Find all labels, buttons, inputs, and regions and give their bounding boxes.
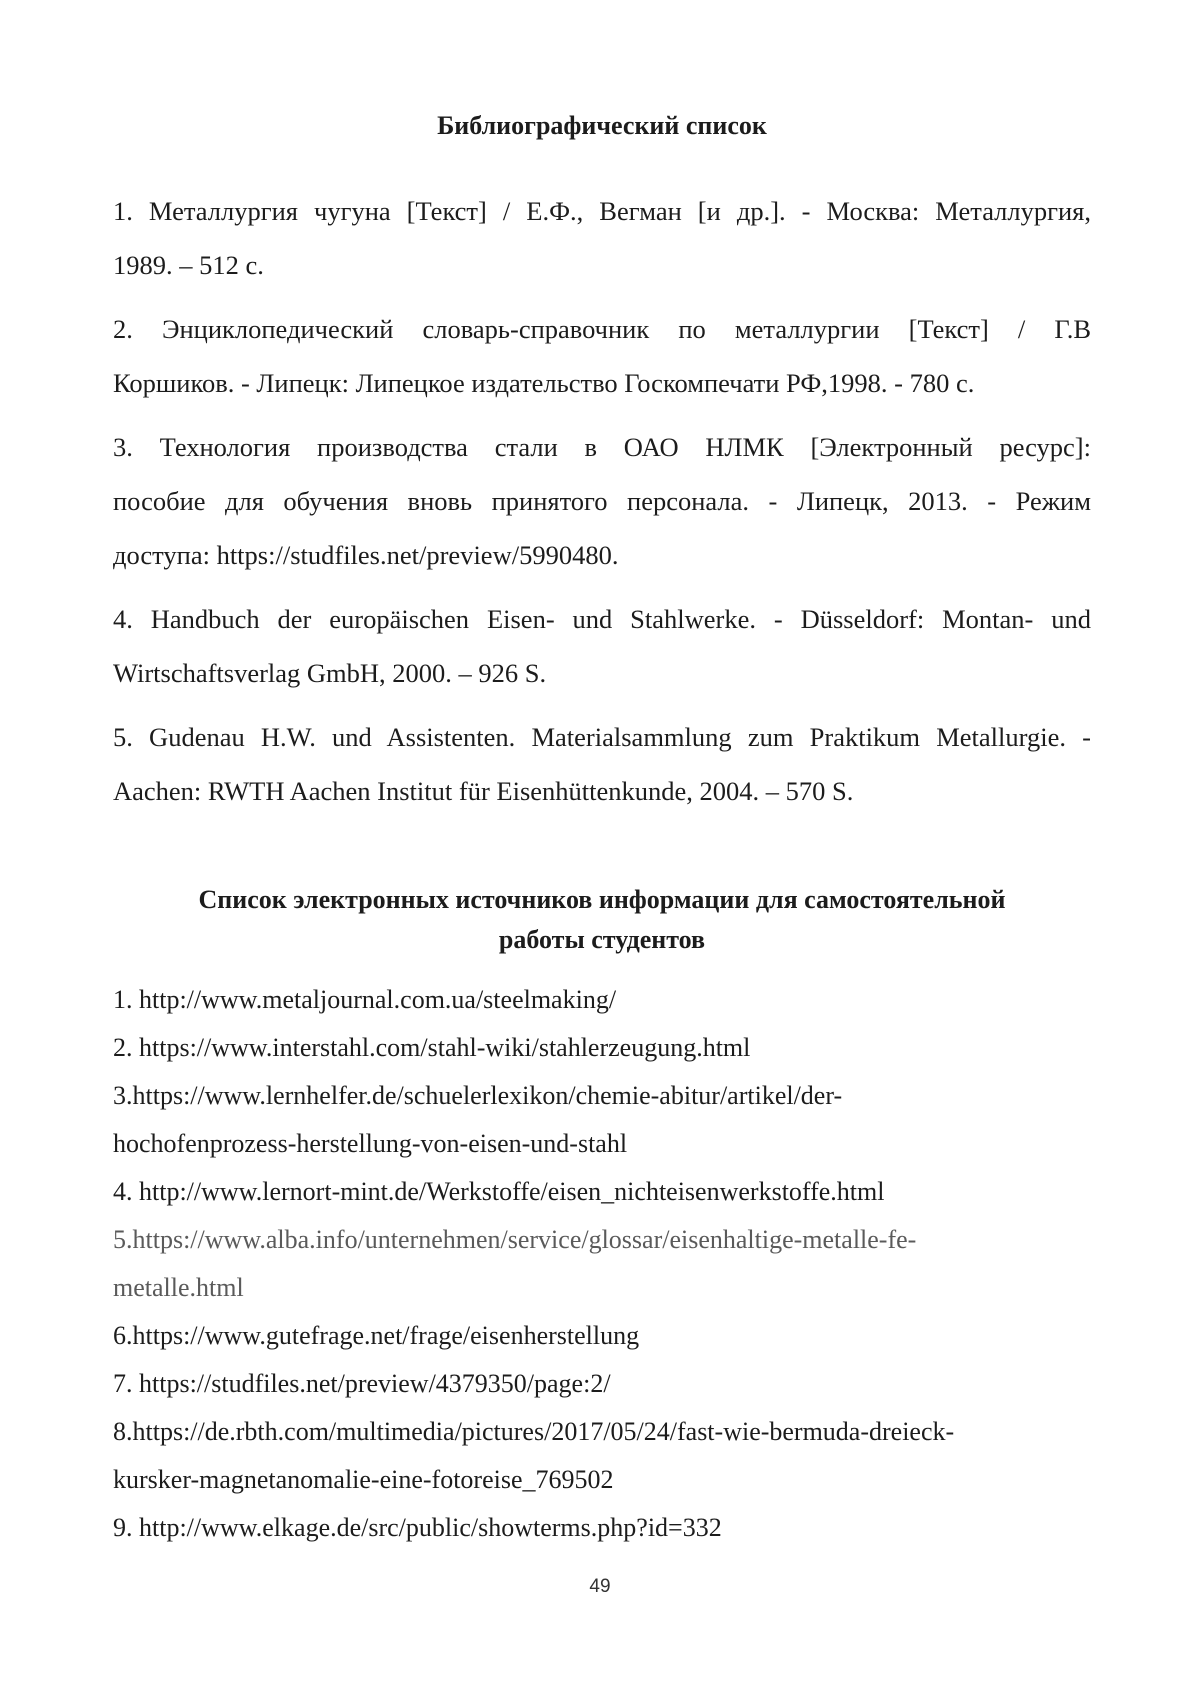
bibliography-line: 1989. – 512 с. — [113, 250, 264, 280]
bibliography-line: Коршиков. - Липецк: Липецкое издательство Госкомпечати РФ,1998. - 780 с. — [113, 368, 975, 398]
bibliography-line: доступа: https://studfiles.net/preview/5990480. — [113, 540, 619, 570]
bibliography-line: 2. Энциклопедический словарь-справочник по металлургии [Текст] / Г.В — [113, 314, 1091, 344]
bibliography-item — [113, 710, 1091, 818]
source-line: 7. https://studfiles.net/preview/4379350/page:2/ — [113, 1369, 611, 1398]
source-line: 5.https://www.alba.info/unternehmen/service/glossar/eisenhaltige-metalle-fe- — [113, 1225, 917, 1254]
page-content — [113, 96, 1091, 1552]
page-number: 49 — [589, 1576, 611, 1597]
bibliography-line: 4. Handbuch der europäischen Eisen- und Stahlwerke. - Düsseldorf: Montan- und — [113, 604, 1091, 634]
source-line: kursker-magnetanomalie-eine-fotoreise_769502 — [113, 1465, 614, 1494]
bibliography-line: пособие для обучения вновь принятого персонала. - Липецк, 2013. - Режим — [113, 486, 1091, 516]
source-line: metalle.html — [113, 1273, 244, 1302]
source-line: 6.https://www.gutefrage.net/frage/eisenherstellung — [113, 1321, 640, 1350]
source-line: 1. http://www.metaljournal.com.ua/steelmaking/ — [113, 985, 617, 1014]
bibliography-line: 5. Gudenau H.W. und Assistenten. Materialsammlung zum Praktikum Metallurgie. - — [113, 722, 1091, 752]
source-line: hochofenprozess-herstellung-von-eisen-und-stahl — [113, 1129, 628, 1158]
bibliography-item — [113, 420, 1091, 582]
sources-title — [113, 880, 1091, 960]
source-line: 2. https://www.interstahl.com/stahl-wiki/stahlerzeugung.html — [113, 1033, 751, 1062]
source-line: 8.https://de.rbth.com/multimedia/pictures/2017/05/24/fast-wie-bermuda-dreieck- — [113, 1417, 955, 1446]
source-line: 4. http://www.lernort-mint.de/Werkstoffe/eisen_nichteisenwerkstoffe.html — [113, 1177, 885, 1206]
bibliography-title: Библиографический список — [437, 111, 767, 140]
bibliography-item — [113, 184, 1091, 292]
bibliography-line: 3. Технология производства стали в ОАО НЛМК [Электронный ресурс]: — [113, 432, 1091, 462]
bibliography-list — [113, 184, 1091, 818]
sources-title-line: Список электронных источников информации для самостоятельной — [198, 885, 1006, 914]
bibliography-line: 1. Металлургия чугуна [Текст] / Е.Ф., Вегман [и др.]. - Москва: Металлургия, — [113, 196, 1091, 226]
bibliography-item — [113, 302, 1091, 410]
bibliography-line: Aachen: RWTH Aachen Institut für Eisenhüttenkunde, 2004. – 570 S. — [113, 776, 854, 806]
sources-list — [113, 976, 1091, 1552]
bibliography-line: Wirtschaftsverlag GmbH, 2000. – 926 S. — [113, 658, 547, 688]
sources-title-line: работы студентов — [498, 925, 706, 954]
source-line: 9. http://www.elkage.de/src/public/showterms.php?id=332 — [113, 1513, 722, 1542]
source-line: 3.https://www.lernhelfer.de/schuelerlexikon/chemie-abitur/artikel/der- — [113, 1081, 843, 1110]
bibliography-item — [113, 592, 1091, 700]
